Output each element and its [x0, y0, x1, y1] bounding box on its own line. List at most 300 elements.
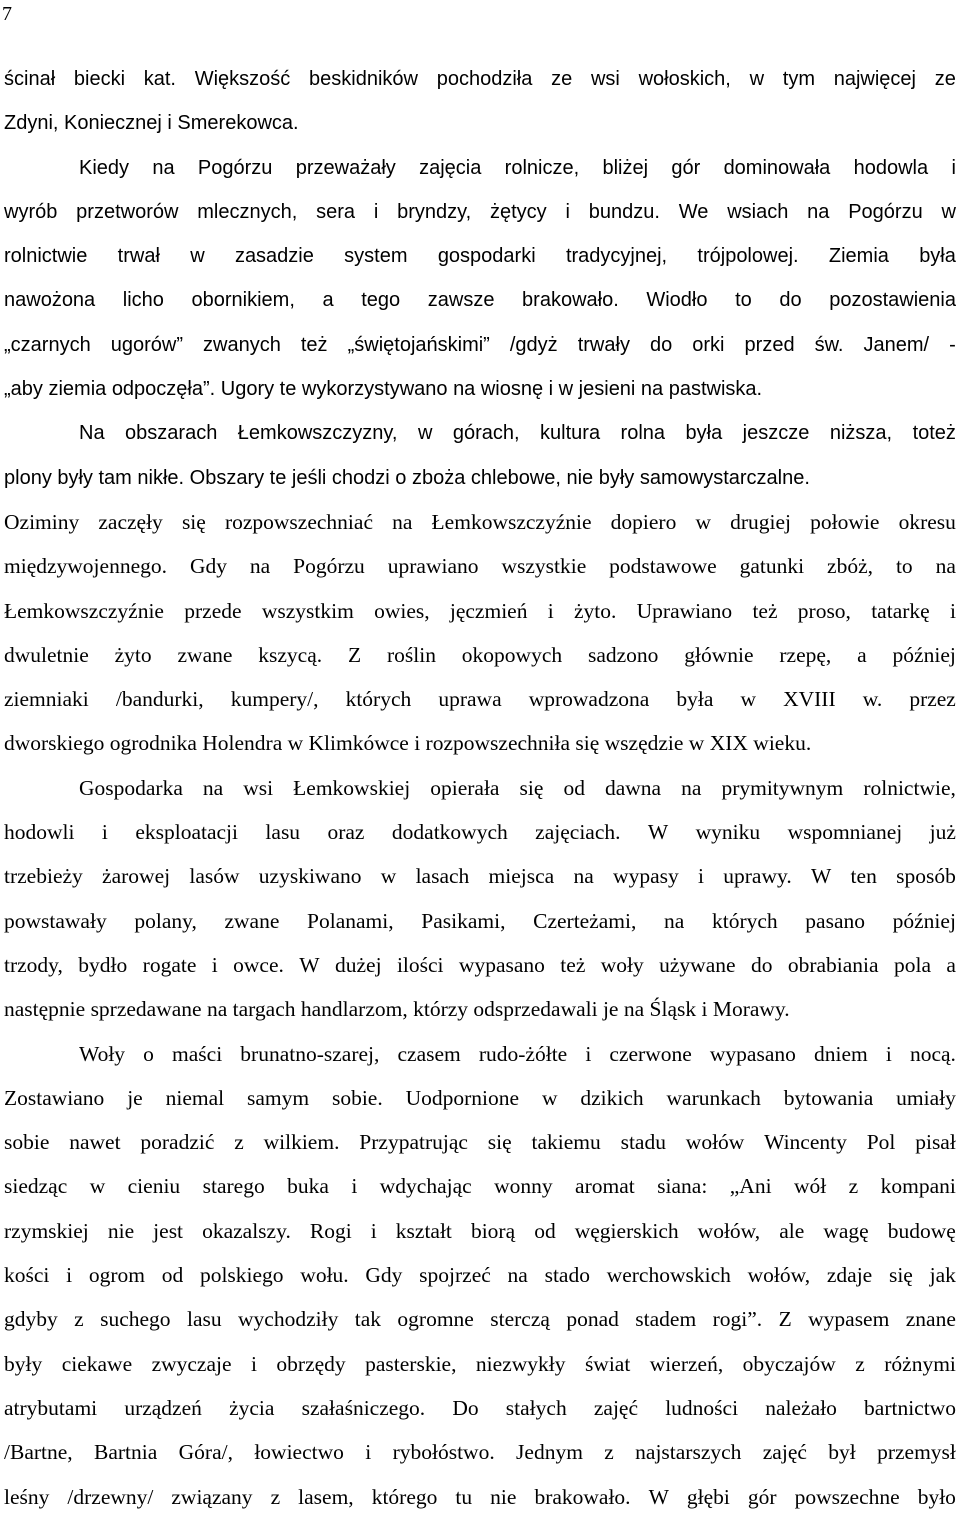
text-line: [4, 420, 956, 464]
word: obszarach: [125, 422, 218, 445]
word: w: [749, 68, 765, 90]
word: kumpery/,: [230, 687, 319, 712]
word: górach,: [452, 422, 520, 445]
word: We: [678, 200, 709, 223]
word: pasano: [805, 908, 865, 933]
word: jęczmień: [449, 598, 528, 623]
text-line: [4, 1484, 956, 1528]
word: pisał: [915, 1130, 956, 1155]
word: proso,: [797, 598, 851, 623]
word: ugorów”: [110, 333, 183, 356]
word: się: [888, 1263, 913, 1288]
word: „świętojańskimi”: [347, 333, 490, 356]
word: na: [249, 554, 271, 579]
word: Woły: [79, 1041, 126, 1066]
word: -: [949, 333, 956, 356]
word: wypasy: [613, 864, 679, 889]
word: najstarszych: [635, 1440, 742, 1465]
word: był: [828, 1440, 856, 1465]
word: zwyczaje: [151, 1351, 232, 1376]
word: była: [919, 245, 956, 268]
word: atrybutami: [4, 1395, 98, 1420]
word: pochodziła: [436, 68, 533, 90]
word: i: [365, 1440, 372, 1465]
word: jeszcze: [742, 422, 810, 445]
word: wypasem: [808, 1307, 890, 1332]
word: Gospodarka: [79, 775, 183, 800]
word: Gdy: [189, 554, 227, 579]
word: wsi: [590, 68, 620, 90]
word: było: [917, 1484, 956, 1509]
word: ilości: [396, 952, 444, 977]
word: lasem,: [298, 1484, 354, 1509]
word: Kiedy: [79, 156, 130, 179]
word: ten: [850, 864, 877, 889]
word: i: [547, 598, 554, 623]
word: w: [417, 422, 433, 445]
word: rybołóstwo.: [392, 1440, 495, 1465]
word: obornikiem,: [191, 289, 295, 312]
word: sera: [316, 200, 355, 223]
word: biecki: [73, 68, 126, 90]
word: wołów,: [747, 1263, 811, 1288]
word: się: [181, 509, 206, 534]
word: Łemkowszczyzny,: [237, 422, 398, 445]
word: i: [66, 1263, 73, 1288]
word: oraz: [327, 820, 365, 845]
text-line: [4, 598, 956, 642]
word: /drzewny/: [67, 1484, 154, 1509]
word: W: [647, 820, 669, 845]
word: rogate: [142, 952, 197, 977]
word: niezwykły: [475, 1351, 566, 1376]
word: ogromne: [397, 1307, 474, 1332]
word: rozpowszechniać: [224, 509, 373, 534]
text-line: [4, 952, 956, 996]
word: zasadzie: [234, 245, 314, 268]
word: wołoskich,: [638, 68, 731, 90]
word: na: [507, 1263, 528, 1288]
word: budowę: [887, 1218, 956, 1243]
word: takiemu: [531, 1130, 601, 1155]
word: a: [857, 642, 867, 667]
word: lasu: [265, 820, 301, 845]
word: urządzeń: [124, 1395, 202, 1420]
word: stado: [544, 1263, 590, 1288]
word: brakowało.: [534, 1484, 631, 1509]
text-line: [4, 1041, 956, 1085]
word: i: [101, 820, 108, 845]
word: kompani: [880, 1174, 956, 1199]
word: warunkach: [666, 1085, 761, 1110]
word: wspomnianej: [787, 820, 903, 845]
word: dodatkowych: [391, 820, 508, 845]
word: suchego: [100, 1307, 171, 1332]
text-line: [4, 863, 956, 907]
word: Góra/,: [178, 1440, 233, 1465]
text-line: [4, 66, 956, 110]
word: też: [752, 598, 778, 623]
word: werchowskich: [606, 1263, 731, 1288]
word: używane: [659, 952, 736, 977]
text-line: [4, 332, 956, 376]
text-line: [4, 642, 956, 686]
word: żętycy: [490, 200, 547, 223]
word: Pogórzu: [197, 156, 273, 179]
word: i: [370, 1218, 377, 1243]
word: /bandurki,: [115, 687, 204, 712]
word: na: [664, 908, 685, 933]
word: wsi: [243, 775, 274, 800]
word: trzody,: [4, 952, 63, 977]
word: lasu: [186, 1307, 222, 1332]
word: na: [935, 554, 956, 579]
word: w: [695, 509, 711, 534]
word: cieniu: [127, 1174, 181, 1199]
word: i: [351, 1174, 358, 1199]
word: prymitywnym: [721, 775, 844, 800]
text-line: [4, 553, 956, 597]
word: wyniku: [695, 820, 761, 845]
word: łowiectwo: [254, 1440, 344, 1465]
word: ponad: [566, 1307, 619, 1332]
word: dniem: [813, 1041, 868, 1066]
word: niższa,: [829, 422, 893, 445]
word: dawna: [604, 775, 662, 800]
word: miejsca: [488, 864, 555, 889]
word: w: [941, 200, 956, 223]
word: przetworów: [76, 200, 179, 223]
text-line: [4, 775, 956, 819]
word: a: [946, 952, 956, 977]
text-line: [4, 1173, 956, 1217]
word: na: [807, 200, 830, 223]
word: system: [344, 245, 408, 268]
word: bydło: [78, 952, 128, 977]
word: i: [250, 1351, 257, 1376]
text-line: [4, 1351, 956, 1395]
word: na: [152, 156, 175, 179]
word: wagę: [823, 1218, 869, 1243]
word: Gdy: [365, 1263, 403, 1288]
word: później: [892, 642, 956, 667]
word: Łemkowszczyźnie: [4, 598, 164, 623]
text-line: [4, 996, 956, 1040]
word: dużej: [334, 952, 382, 977]
word: z: [604, 1440, 614, 1465]
word: kultura: [540, 422, 601, 445]
word: ziemniaki: [4, 687, 89, 712]
word: tradycyjnej,: [565, 245, 668, 268]
word: zdaje: [826, 1263, 873, 1288]
word: niemal: [165, 1085, 225, 1110]
word: trzebieży: [4, 864, 83, 889]
word: Do: [452, 1395, 479, 1420]
word: stadem: [635, 1307, 697, 1332]
word: eksploatacji: [135, 820, 238, 845]
word: Bartnia: [94, 1440, 158, 1465]
word: wyrób: [4, 200, 58, 223]
word: od: [161, 1263, 184, 1288]
word: głównie: [684, 642, 754, 667]
word: bryndzy,: [397, 200, 472, 223]
word: przede: [184, 598, 242, 623]
word: wołów: [685, 1130, 745, 1155]
word: Zostawiano: [4, 1085, 105, 1110]
word: orki: [692, 333, 725, 356]
word: i: [373, 200, 379, 223]
word: leśny: [4, 1484, 50, 1509]
word: były: [4, 1351, 43, 1376]
word: powszechne: [794, 1484, 900, 1509]
word: trwały: [577, 333, 630, 356]
word: dominowała: [723, 156, 831, 179]
word: żarowej: [102, 864, 171, 889]
word: siana:: [657, 1174, 708, 1199]
word: toteż: [912, 422, 956, 445]
word: zajęć: [593, 1395, 639, 1420]
word: wszystkie: [501, 554, 587, 579]
word: pasterskie,: [365, 1351, 457, 1376]
text-line: [4, 509, 956, 553]
word: ale: [779, 1218, 805, 1243]
word: sterczą: [490, 1307, 550, 1332]
word: gospodarki: [437, 245, 536, 268]
word: tym: [782, 68, 815, 90]
word: trwał: [117, 245, 160, 268]
word: polany,: [134, 908, 197, 933]
word: wypasano: [458, 952, 545, 977]
word: od: [534, 1218, 556, 1243]
word: bartnictwo: [864, 1395, 956, 1420]
word: a: [322, 289, 334, 312]
word: różnymi: [884, 1351, 956, 1376]
word: wół: [793, 1174, 827, 1199]
line-text: następnie sprzedawane na targach handlarzom, którzy odsprzedawali je na Śląsk i Morawy.: [4, 997, 790, 1022]
text-line: [4, 1129, 956, 1173]
word: wdychając: [379, 1174, 472, 1199]
word: rzymskiej: [4, 1218, 89, 1243]
word: i: [585, 1041, 592, 1066]
word: roślin: [386, 642, 436, 667]
word: czasem: [397, 1041, 461, 1066]
word: brunatno-szarej,: [240, 1041, 380, 1066]
word: z: [270, 1484, 281, 1509]
word: Ziemia: [828, 245, 889, 268]
word: bliżej: [602, 156, 649, 179]
word: kat.: [143, 68, 176, 90]
word: gatunki: [739, 554, 805, 579]
word: żyto: [114, 642, 152, 667]
word: wychodziły: [238, 1307, 339, 1332]
word: W: [810, 864, 832, 889]
word: z: [74, 1307, 84, 1332]
word: Pasikami,: [421, 908, 506, 933]
word: pozostawienia: [829, 289, 956, 312]
word: dwuletnie: [4, 642, 89, 667]
word: przez: [909, 687, 956, 712]
word: nie: [490, 1484, 517, 1509]
text-line: [4, 686, 956, 730]
word: rolnictwie: [4, 245, 88, 268]
word: najwięcej: [833, 68, 916, 90]
text-line: [4, 730, 956, 774]
text-line: [4, 199, 956, 243]
word: do: [649, 333, 673, 356]
word: okopowych: [461, 642, 563, 667]
word: wierzeń,: [649, 1351, 724, 1376]
word: Z: [778, 1307, 792, 1332]
word: spojrzeć: [419, 1263, 491, 1288]
line-text: Zdyni, Koniecznej i Smerekowca.: [4, 112, 299, 135]
text-line: [4, 1439, 956, 1483]
word: wsiach: [727, 200, 789, 223]
word: sposób: [896, 864, 956, 889]
word: wprowadzona: [528, 687, 650, 712]
word: Wiodło: [646, 289, 708, 312]
word: /gdyż: [509, 333, 558, 356]
word: lasów: [189, 864, 240, 889]
word: tak: [354, 1307, 382, 1332]
word: Łemkowszczyźnie: [431, 509, 592, 534]
word: na: [202, 775, 224, 800]
word: jest: [153, 1218, 184, 1243]
word: XVIII: [783, 687, 836, 712]
word: W: [299, 952, 320, 977]
word: siedząc: [4, 1174, 68, 1199]
word: i: [949, 598, 956, 623]
word: stałych: [505, 1395, 567, 1420]
word: i: [565, 200, 570, 223]
text-line: [4, 1085, 956, 1129]
line-text: dworskiego ogrodnika Holendra w Klimkówce i rozpowszechniła się wszędzie w XIX wieku.: [4, 731, 812, 756]
word: jak: [929, 1263, 956, 1288]
word: uzyskiwano: [258, 864, 362, 889]
word: „czarnych: [4, 333, 91, 356]
text-line: [4, 1218, 956, 1262]
text-line: [4, 1306, 956, 1350]
word: ciekawe: [61, 1351, 133, 1376]
word: owies,: [374, 598, 430, 623]
word: je: [127, 1085, 143, 1110]
word: stadu: [620, 1130, 666, 1155]
word: gdyby: [4, 1307, 58, 1332]
word: owce.: [233, 952, 284, 977]
word: uprawiano: [387, 554, 479, 579]
word: W: [648, 1484, 669, 1509]
word: Przypatrując: [359, 1130, 468, 1155]
word: biorą: [470, 1218, 516, 1243]
word: ścinał: [4, 68, 56, 90]
word: w: [89, 1174, 106, 1199]
word: polskiego: [199, 1263, 284, 1288]
word: zwanych: [203, 333, 281, 356]
document-body: [4, 66, 956, 1528]
word: rolnictwie,: [863, 775, 956, 800]
word: lasach: [415, 864, 470, 889]
word: głębi: [686, 1484, 730, 1509]
word: zbóż,: [827, 554, 873, 579]
word: nocą.: [909, 1041, 956, 1066]
word: mlecznych,: [197, 200, 298, 223]
word: szałaśniczego.: [301, 1395, 426, 1420]
word: Uprawiano: [636, 598, 733, 623]
word: nawożona: [4, 289, 96, 312]
word: gór: [671, 156, 701, 179]
text-line: [4, 1262, 956, 1306]
word: kształt: [395, 1218, 452, 1243]
word: bundzu.: [588, 200, 660, 223]
word: trójpolowej.: [697, 245, 799, 268]
word: wołów,: [697, 1218, 761, 1243]
word: podstawowe: [609, 554, 717, 579]
word: obrabiania: [787, 952, 879, 977]
word: Z: [347, 642, 362, 667]
word: na: [681, 775, 702, 800]
word: czerwone: [609, 1041, 692, 1066]
text-line: [4, 1395, 956, 1439]
word: Oziminy: [4, 509, 80, 534]
word: rzepę,: [779, 642, 832, 667]
word: życia: [229, 1395, 275, 1420]
word: których: [711, 908, 778, 933]
word: beskidników: [309, 68, 418, 90]
word: w: [380, 864, 397, 889]
word: się: [487, 1130, 512, 1155]
word: okazalszy.: [202, 1218, 291, 1243]
word: z: [848, 1174, 859, 1199]
word: świat: [584, 1351, 631, 1376]
word: maści: [172, 1041, 223, 1066]
word: ludności: [665, 1395, 739, 1420]
word: Czerteżami,: [533, 908, 637, 933]
word: z: [855, 1351, 865, 1376]
word: obrzędy: [276, 1351, 346, 1376]
text-line: [4, 465, 956, 509]
word: w: [740, 687, 757, 712]
word: Pogórzu: [848, 200, 923, 223]
word: i: [885, 1041, 892, 1066]
word: /Bartne,: [4, 1440, 73, 1465]
word: Na: [79, 422, 105, 445]
word: później: [892, 908, 956, 933]
word: ze: [551, 68, 573, 90]
word: w: [190, 245, 205, 268]
word: była: [685, 422, 723, 445]
word: gór: [747, 1484, 777, 1509]
word: licho: [122, 289, 164, 312]
word: nie: [107, 1218, 135, 1243]
word: rolnicze,: [504, 156, 580, 179]
word: zajęć: [762, 1440, 807, 1465]
word: Rogi: [309, 1218, 352, 1243]
word: o: [143, 1041, 154, 1066]
word: Pol: [866, 1130, 896, 1155]
word: Jednym: [516, 1440, 583, 1465]
word: zwane: [224, 908, 280, 933]
text-line: [4, 155, 956, 199]
word: dopiero: [610, 509, 677, 534]
word: to: [735, 289, 752, 312]
word: na: [573, 864, 594, 889]
word: zwane: [177, 642, 233, 667]
word: kszycą.: [258, 642, 323, 667]
word: sobie.: [331, 1085, 383, 1110]
word: „Ani: [729, 1174, 772, 1199]
word: w: [541, 1085, 558, 1110]
word: Polanami,: [307, 908, 394, 933]
word: i: [951, 156, 956, 179]
